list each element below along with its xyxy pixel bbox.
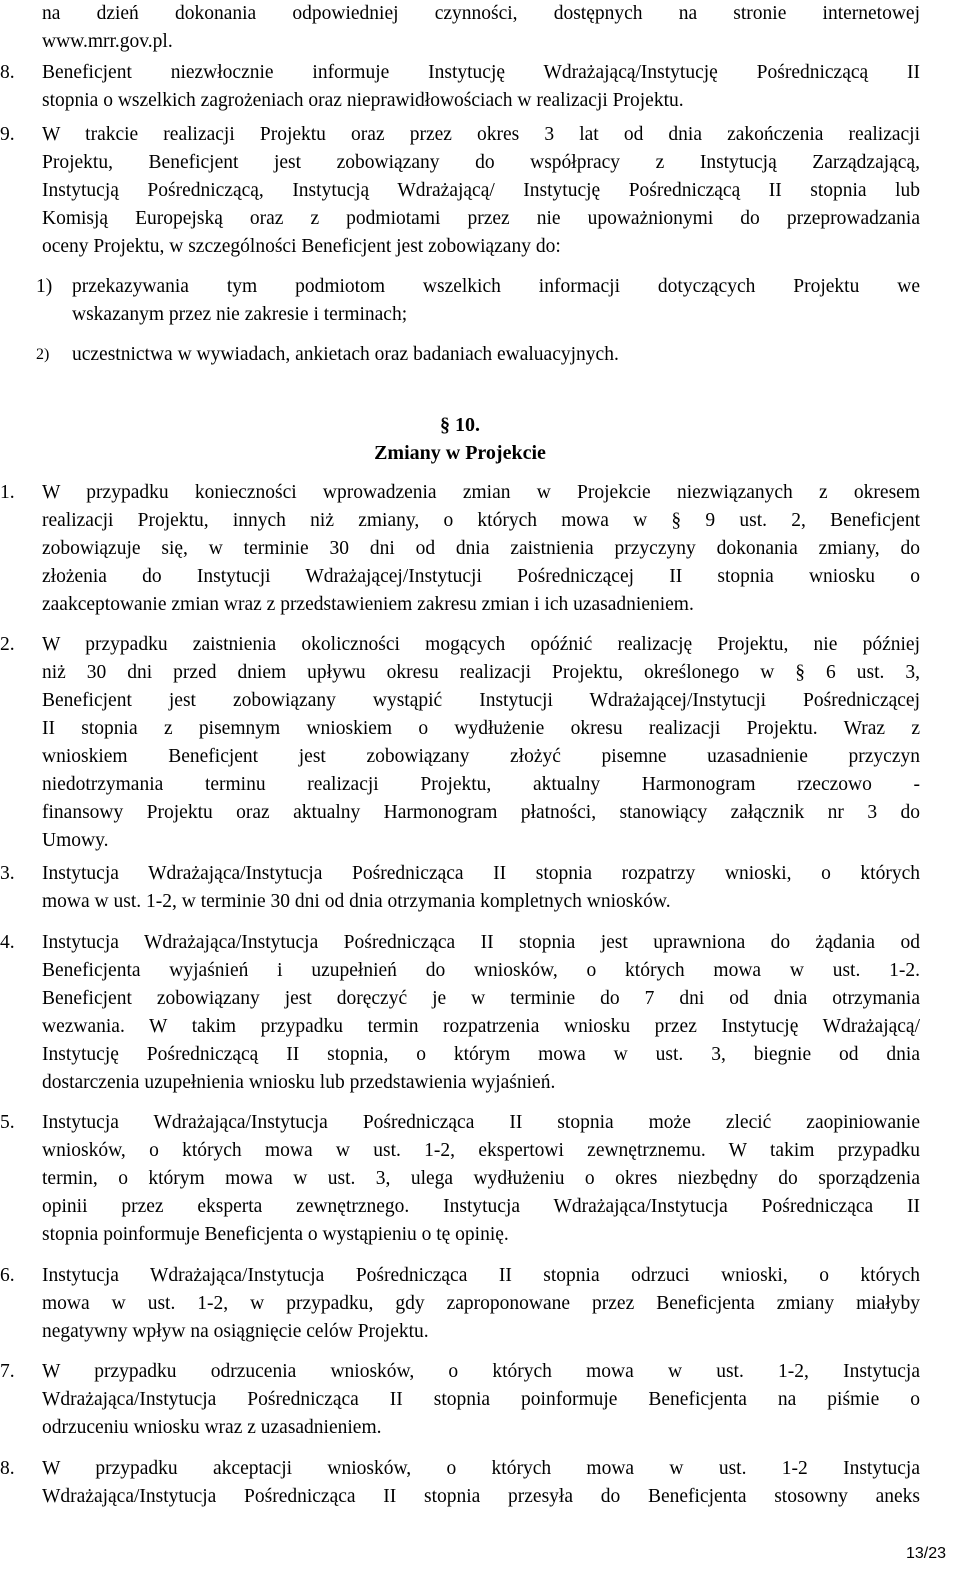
item-line: W przypadku akceptacji wniosków, o których mowa w ust. 1-2 Instytucja — [42, 1458, 920, 1479]
item-line: Beneficjent jest zobowiązany wystąpić Instytucji Wdrażającej/Instytucji Pośredniczącej — [42, 690, 920, 711]
pre-item-line: Komisją Europejską oraz z podmiotami przez nie upoważnionymi do przeprowadzania — [42, 208, 920, 229]
sub-item-line: wskazanym przez nie zakresie i terminach; — [72, 304, 408, 325]
item-number: 2. — [0, 634, 15, 655]
pre-item-line: Projektu, Beneficjent jest zobowiązany do współpracy z Instytucją Zarządzającą, — [42, 152, 920, 173]
sub-item-line: uczestnictwa w wywiadach, ankietach oraz badaniach ewaluacyjnych. — [72, 344, 619, 365]
item-line: termin, o którym mowa w ust. 3, ulega wydłużeniu o okres niezbędny do sporządzenia — [42, 1168, 920, 1189]
pre-item-line: stopnia o wszelkich zagrożeniach oraz nieprawidłowościach w realizacji Projektu. — [42, 90, 684, 111]
item-line: wniosków, o których mowa w ust. 1-2, ekspertowi zewnętrznemu. W takim przypadku — [42, 1140, 920, 1161]
item-line: wezwania. W takim przypadku termin rozpatrzenia wniosku przez Instytucję Wdrażającą/ — [42, 1016, 920, 1037]
item-line: mowa w ust. 1-2, w terminie 30 dni od dnia otrzymania kompletnych wniosków. — [42, 891, 671, 912]
sub-item-number: 2) — [36, 346, 50, 363]
item-number: 8. — [0, 1458, 15, 1479]
item-line: opinii przez eksperta zewnętrznego. Instytucja Wdrażająca/Instytucja Pośrednicząca II — [42, 1196, 920, 1217]
item-line: Instytucję Pośredniczącą II stopnia, o którym mowa w ust. 3, biegnie od dnia — [42, 1044, 920, 1065]
item-line: Beneficjent zobowiązany jest doręczyć je w terminie do 7 dni od dnia otrzymania — [42, 988, 920, 1009]
item-line: zobowiązuje się, w terminie 30 dni od dnia zaistnienia przyczyny dokonania zmiany, do — [42, 538, 920, 559]
item-line: W przypadku konieczności wprowadzenia zmian w Projekcie niezwiązanych z okresem — [42, 482, 920, 503]
pre-item-line: W trakcie realizacji Projektu oraz przez okres 3 lat od dnia zakończenia realizacji — [42, 124, 920, 145]
item-line: realizacji Projektu, innych niż zmiany, o których mowa w § 9 ust. 2, Beneficjent — [42, 510, 920, 531]
item-line: niedotrzymania terminu realizacji Projektu, aktualny Harmonogram rzeczowo - — [42, 774, 920, 795]
item-line: złożenia do Instytucji Wdrażającej/Instytucji Pośredniczącej II stopnia wniosku o — [42, 566, 920, 587]
item-number: 1. — [0, 482, 15, 503]
item-line: W przypadku odrzucenia wniosków, o których mowa w ust. 1-2, Instytucja — [42, 1361, 920, 1382]
item-line: odrzuceniu wniosku wraz z uzasadnieniem. — [42, 1417, 382, 1438]
item-line: Instytucja Wdrażająca/Instytucja Pośrednicząca II stopnia jest uprawniona do żądania od — [42, 932, 920, 953]
item-line: niż 30 dni przed dniem upływu okresu realizacji Projektu, określonego w § 6 ust. 3, — [42, 662, 920, 683]
section-number: § 10. — [440, 414, 480, 436]
sub-item-number: 1) — [36, 276, 53, 297]
pre-item-line: Instytucją Pośredniczącą, Instytucją Wdrażającą/ Instytucję Pośredniczącą II stopnia lub — [42, 180, 920, 201]
item-line: wnioskiem Beneficjent jest zobowiązany złożyć pisemne uzasadnienie przyczyn — [42, 746, 920, 767]
item-number: 5. — [0, 1112, 15, 1133]
item-line: Instytucja Wdrażająca/Instytucja Pośrednicząca II stopnia rozpatrzy wnioski, o których — [42, 863, 920, 884]
item-line: negatywny wpływ na osiągnięcie celów Projektu. — [42, 1321, 429, 1342]
pre-item-line: oceny Projektu, w szczególności Beneficjent jest zobowiązany do: — [42, 236, 561, 257]
item-line: finansowy Projektu oraz aktualny Harmonogram płatności, stanowiący załącznik nr 3 do — [42, 802, 920, 823]
item-line: II stopnia z pisemnym wnioskiem o wydłużenie okresu realizacji Projektu. Wraz z — [42, 718, 920, 739]
item-line: Wdrażająca/Instytucja Pośrednicząca II stopnia poinformuje Beneficjenta na piśmie o — [42, 1389, 920, 1410]
item-line: Umowy. — [42, 830, 109, 851]
item-number: 3. — [0, 863, 15, 884]
item-line: Instytucja Wdrażająca/Instytucja Pośrednicząca II stopnia może zlecić zaopiniowanie — [42, 1112, 920, 1133]
section-title: Zmiany w Projekcie — [374, 442, 546, 464]
item-line: stopnia poinformuje Beneficjenta o wystąpieniu o tę opinię. — [42, 1224, 509, 1245]
item-line: Wdrażająca/Instytucja Pośrednicząca II stopnia przesyła do Beneficjenta stosowny aneks — [42, 1486, 920, 1507]
pre-item-line: Beneficjent niezwłocznie informuje Instytucję Wdrażającą/Instytucję Pośredniczącą II — [42, 62, 920, 83]
item-line: Beneficjenta wyjaśnień i uzupełnień do wniosków, o których mowa w ust. 1-2. — [42, 960, 920, 981]
item-number: 4. — [0, 932, 15, 953]
intro-line: na dzień dokonania odpowiedniej czynności, dostępnych na stronie internetowej — [42, 3, 920, 24]
item-line: W przypadku zaistnienia okoliczności mogących opóźnić realizację Projektu, nie później — [42, 634, 920, 655]
item-number: 6. — [0, 1265, 15, 1286]
intro-line: www.mrr.gov.pl. — [42, 31, 173, 52]
item-line: zaakceptowanie zmian wraz z przedstawieniem zakresu zmian i ich uzasadnieniem. — [42, 594, 694, 615]
item-line: mowa w ust. 1-2, w przypadku, gdy zaproponowane przez Beneficjenta zmiany miałyby — [42, 1293, 920, 1314]
item-line: Instytucja Wdrażająca/Instytucja Pośrednicząca II stopnia odrzuci wnioski, o których — [42, 1265, 920, 1286]
sub-item-line: przekazywania tym podmiotom wszelkich informacji dotyczących Projektu we — [72, 276, 920, 297]
item-line: dostarczenia uzupełnienia wniosku lub przedstawienia wyjaśnień. — [42, 1072, 556, 1093]
pre-item-number: 9. — [0, 124, 15, 145]
page-number: 13/23 — [905, 1545, 946, 1562]
item-number: 7. — [0, 1361, 15, 1382]
pre-item-number: 8. — [0, 62, 15, 83]
